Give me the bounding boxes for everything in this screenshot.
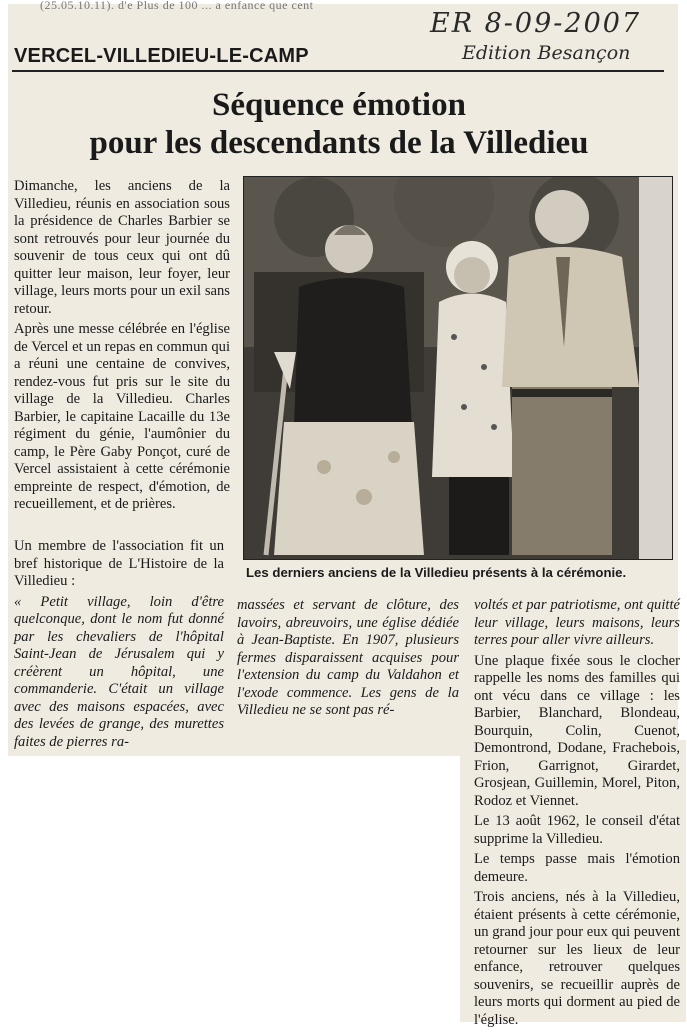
- article-column-1-continued: [14, 538, 224, 754]
- section-label: VERCEL-VILLEDIEU-LE-CAMP: [14, 45, 309, 67]
- article-column-1: [14, 178, 230, 517]
- section-rule: [12, 70, 664, 72]
- handwritten-date: ER 8-09-2007: [430, 8, 642, 39]
- paragraph: Une plaque fixée sous le clocher rappelle les noms des familles qui ont vécu dans ce village : les Barbier, Blanchard, Blondeau, Bourquin, Colin, Cuenot, Demontrond, Dodane, Frachebois, Frion, Garrignot, Girardet, Grosjean, Guillemin, Morel, Piton, Rodoz et Viennet.: [474, 652, 680, 809]
- headline: [14, 86, 664, 162]
- paragraph: Un membre de l'association fit un bref historique de L'Histoire de la Villedieu :: [14, 538, 224, 589]
- historical-quote-end: voltés et par patriotisme, ont quitté leur village, leurs maisons, leurs terres pour aller vivre ailleurs.: [474, 597, 680, 648]
- paragraph: Le temps passe mais l'émotion demeure.: [474, 851, 680, 885]
- handwritten-edition: Edition Besançon: [462, 42, 631, 64]
- historical-quote: « Petit village, loin d'être quelconque, dont le nom fut donné par les chevaliers de l'hôpital Saint-Jean de Jérusalem qui y créèrent un hôpital, une commanderie. C'était un village avec des maisons espacées, avec des levées de grange, des murettes faites de pierres ra-: [14, 593, 224, 750]
- article-photo: [243, 176, 673, 560]
- headline-line-1: Séquence émotion: [212, 87, 466, 123]
- paragraph: Le 13 août 1962, le conseil d'état supprime la Villedieu.: [474, 813, 680, 847]
- historical-quote-continued: massées et servant de clôture, des lavoirs, abreuvoirs, une église dédiée à Jean-Baptiste. En 1907, plusieurs fermes disparaissent acquises pour l'extension du camp du Valdahon et l'exode commence. Les gens de la Villedieu ne se sont pas ré-: [237, 597, 459, 718]
- photo-caption: Les derniers anciens de la Villedieu présents à la cérémonie.: [246, 565, 627, 580]
- paragraph: Après une messe célébrée en l'église de Vercel et un repas en commun qui a réuni une centaine de convives, rendez-vous fut pris sur le site du village de la Villedieu. Charles Barbier, le capitaine Lacaille du 13e régiment du génie, l'aumônier du camp, le Père Gaby Ponçot, curé de Vercel assistaient à cette cérémonie empreinte de respect, d'émotion, de recueillement, et de prières.: [14, 321, 230, 512]
- article-column-3: [474, 597, 680, 1032]
- paragraph: Trois anciens, nés à la Villedieu, étaient présents à cette cérémonie, un grand jour pour eux qui peuvent retourner sur les lieux de leur enfance, retrouver quelques souvenirs, se recueillir auprès de leurs morts qui dorment au pied de l'église.: [474, 889, 680, 1028]
- paragraph: Dimanche, les anciens de la Villedieu, réunis en association sous la présidence de Charles Barbier se sont retrouvés pour leur journée du souvenir de tous ceux qui ont dû quitter leur maison, leur foyer, leur village, leurs morts pour un exil sans retour.: [14, 178, 230, 317]
- previous-article-remnant: (25.05.10.11). d'e Plus de 100 ... a enfance que cent: [40, 0, 314, 12]
- photo-illustration: [244, 177, 672, 559]
- headline-line-2: pour les descendants de la Villedieu: [89, 125, 589, 161]
- article-column-2: [237, 597, 459, 723]
